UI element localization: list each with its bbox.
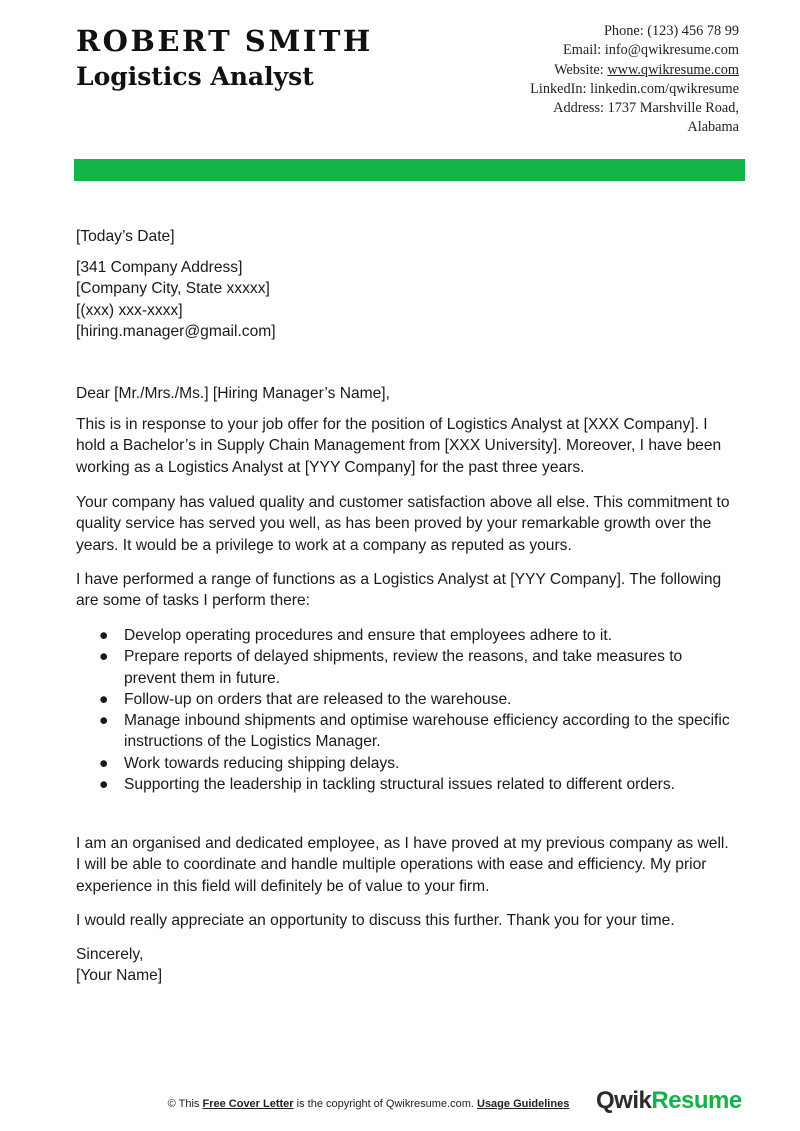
list-item: ● Develop operating procedures and ensure that employees adhere to it.: [99, 627, 613, 644]
recipient-address: [341 Company Address]: [76, 259, 243, 276]
salutation: Dear [Mr./Mrs./Ms.] [Hiring Manager’s Name],: [76, 385, 390, 402]
contact-linkedin: LinkedIn: linkedin.com/qwikresume: [530, 80, 739, 97]
list-item: ● Supporting the leadership in tackling structural issues related to different orders.: [99, 776, 675, 794]
resume-name: ROBERT SMITH: [76, 24, 373, 58]
free-cover-letter-link[interactable]: Free Cover Letter: [202, 1098, 294, 1110]
paragraph-closing: I would really appreciate an opportunity to discuss this further. Thank you for your time.: [76, 912, 675, 929]
list-item: ● Prepare reports of delayed shipments, review the reasons, and take measures to prevent them in future.: [99, 648, 683, 687]
recipient-email: [hiring.manager@gmail.com]: [76, 322, 276, 340]
task-list: [76, 625, 736, 795]
letter-date: [Today’s Date]: [76, 228, 175, 245]
contact-phone: Phone: (123) 456 78 99: [603, 23, 739, 39]
paragraph-company: Your company has valued quality and customer satisfaction above all else. This commitment to quality service has served you well, as has been proved by your remarkable growth over the years. It would be a privilege to work at a company as reputed as yours.: [76, 494, 730, 554]
usage-guidelines-link[interactable]: Usage Guidelines: [477, 1098, 570, 1110]
list-item: ● Manage inbound shipments and optimise warehouse efficiency according to the specific instructions of the Logistics Manager.: [99, 712, 730, 751]
website-link[interactable]: www.qwikresume.com: [607, 61, 739, 78]
list-item: ● Work towards reducing shipping delays.: [99, 754, 400, 772]
contact-address-line2: Alabama: [687, 119, 739, 136]
contact-address: Address: 1737 Marshville Road,: [553, 100, 739, 117]
list-item: ● Follow-up on orders that are released to the warehouse.: [99, 690, 512, 708]
paragraph-functions: I have performed a range of functions as a Logistics Analyst at [YYY Company]. The following are some of tasks I perform there:: [76, 571, 722, 610]
qwikresume-logo[interactable]: QwikResume: [596, 1087, 742, 1114]
footer-copyright: © This Free Cover Letter is the copyright of Qwikresume.com. Usage Guidelines: [167, 1098, 570, 1110]
closing: Sincerely,: [76, 946, 144, 963]
job-title: Logistics Analyst: [76, 62, 314, 91]
header-divider-bar: [74, 159, 745, 181]
recipient-block: [76, 257, 736, 342]
contact-email: Email: info@qwikresume.com: [563, 42, 739, 59]
signature: [Your Name]: [76, 967, 163, 985]
paragraph-qualities: I am an organised and dedicated employee, as I have proved at my previous company as well. I will be able to coordinate and handle multiple operations with ease and efficiency. My prior experience in this field will definitely be of value to your firm.: [76, 835, 729, 895]
paragraph-intro: This is in response to your job offer for the position of Logistics Analyst at [XXX Company]. I hold a Bachelor’s in Supply Chain Management from [XXX University]. Moreover, I have been working as a Logistics Analyst at [YYY Company] for the past three years.: [76, 416, 722, 476]
recipient-phone: [(xxx) xxx-xxxx]: [76, 301, 183, 319]
signoff-block: [76, 944, 736, 987]
contact-website: Website: www.qwikresume.com: [554, 61, 739, 78]
contact-block: [439, 22, 739, 138]
recipient-city: [Company City, State xxxxx]: [76, 280, 270, 298]
